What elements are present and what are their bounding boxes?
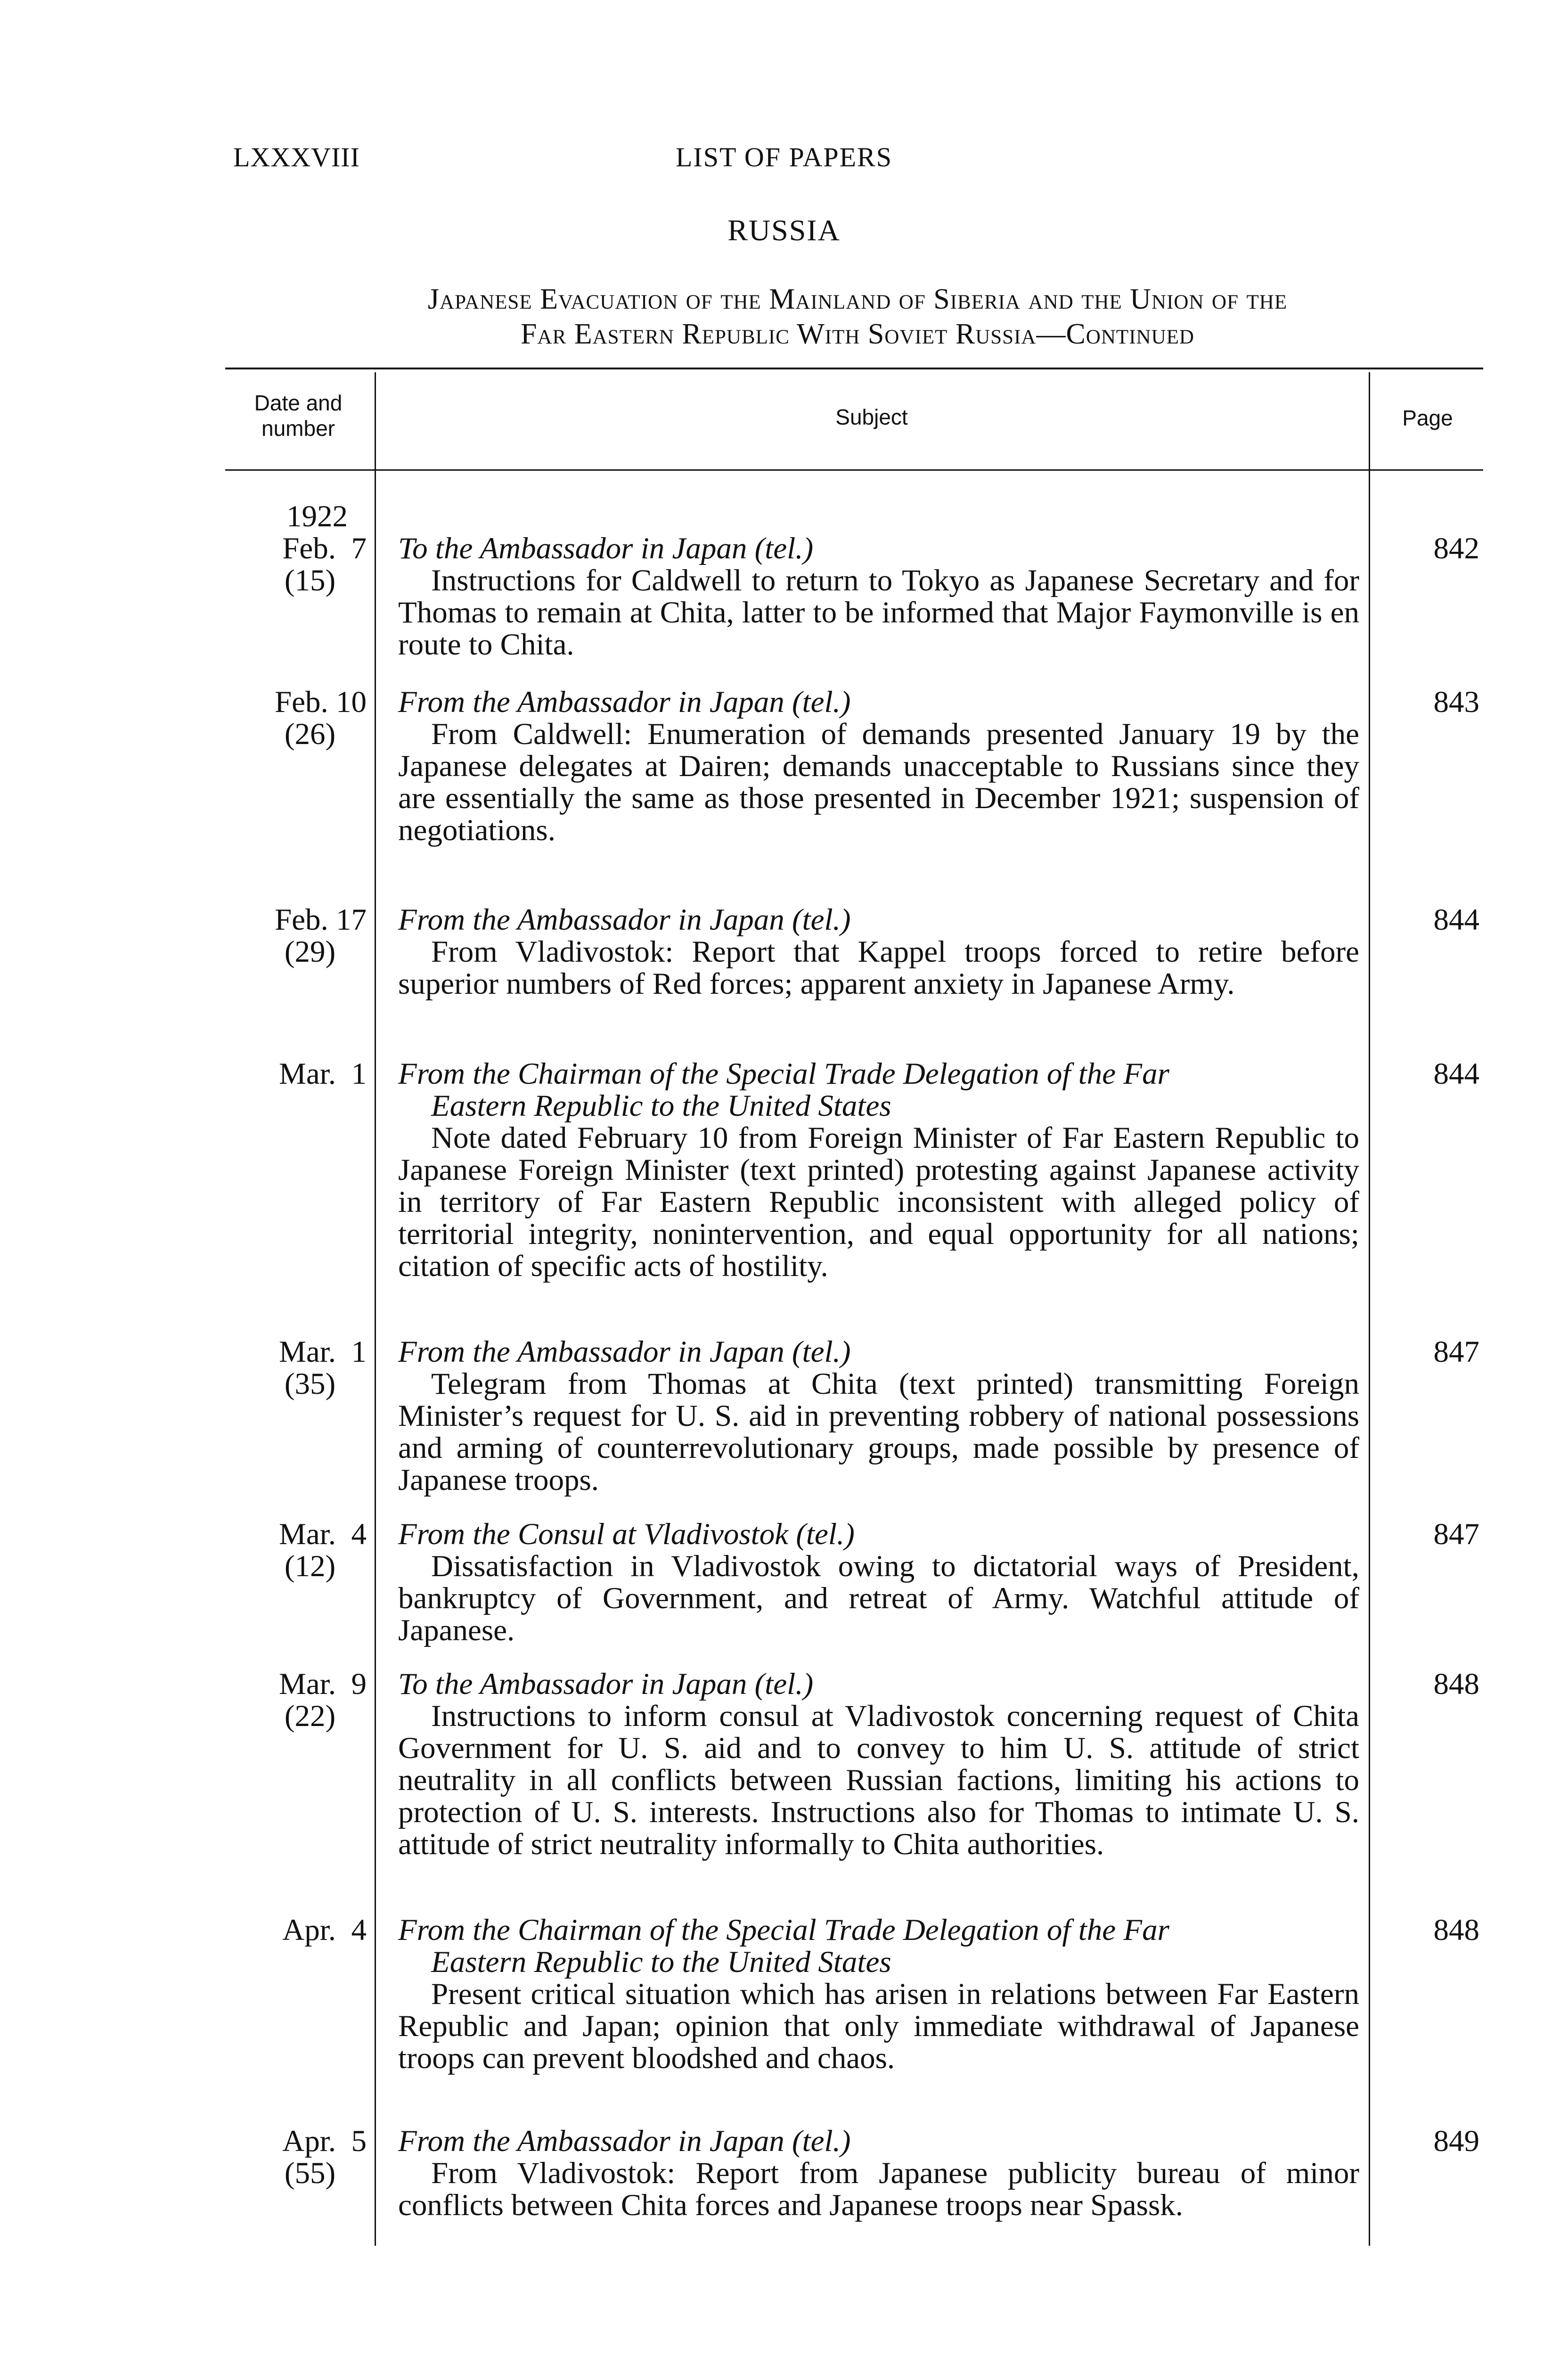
- row-addressee: [398, 1336, 1359, 1368]
- row-date: Mar. 1: [279, 1335, 367, 1369]
- row-date: Mar. 4: [279, 1517, 367, 1551]
- chapter-title-line2: Far Eastern Republic With Soviet Russia—Continued: [521, 318, 1194, 350]
- year-label: 1922: [286, 499, 348, 533]
- subject-cell: [398, 686, 1359, 846]
- addressee-line: From the Chairman of the Special Trade Delegation of the Far: [398, 1913, 1169, 1947]
- row-number: (35): [284, 1367, 336, 1401]
- row-date: Apr. 4: [282, 1913, 367, 1947]
- date-cell: [225, 1668, 367, 1732]
- addressee-line: From the Ambassador in Japan (tel.): [398, 1335, 851, 1369]
- row-summary: From Vladivostok: Report from Japanese publicity bureau of minor conflicts between Chita forces and Japanese troops near Spassk.: [398, 2156, 1359, 2222]
- column-header-subject: Subject: [835, 405, 908, 429]
- row-addressee: [398, 1058, 1359, 1122]
- chapter-title-line1: Japanese Evacuation of the Mainland of Siberia and the Union of the: [427, 283, 1288, 315]
- subject-cell: [398, 1914, 1359, 2074]
- addressee-line: To the Ambassador in Japan (tel.): [398, 532, 814, 565]
- subject-cell: [398, 904, 1359, 1000]
- row-addressee: [398, 2125, 1359, 2157]
- row-summary: Present critical situation which has arisen in relations between Far Eastern Republic and Japan; opinion that only immediate withdrawal of Japanese troops can prevent bloodshed and chaos.: [398, 1977, 1359, 2075]
- row-page: 843: [1433, 685, 1479, 719]
- row-page: 848: [1433, 1913, 1479, 1947]
- row-addressee: [398, 1518, 1359, 1550]
- row-page: 848: [1433, 1667, 1479, 1701]
- row-date: Apr. 5: [282, 2124, 367, 2158]
- date-cell: [225, 904, 367, 968]
- row-page: 844: [1433, 903, 1479, 937]
- subject-cell: [398, 532, 1359, 661]
- column-header-date-line1: Date and: [254, 391, 343, 415]
- row-date: Feb. 7: [282, 532, 367, 565]
- date-cell: [225, 1058, 367, 1090]
- row-addressee: [398, 532, 1359, 564]
- row-date: Feb. 17: [275, 903, 367, 937]
- row-number: (26): [284, 717, 336, 751]
- row-number: (55): [284, 2156, 336, 2190]
- row-summary: Instructions for Caldwell to return to Tokyo as Japanese Secretary and for Thomas to remain at Chita, latter to be informed that Major Faymonville is en route to Chita.: [398, 564, 1359, 662]
- subject-cell: [398, 2125, 1359, 2221]
- row-number: (29): [284, 935, 336, 969]
- row-summary: From Vladivostok: Report that Kappel troops forced to retire before superior numbers of Red forces; apparent anxiety in Japanese Army.: [398, 935, 1359, 1001]
- row-addressee: [398, 686, 1359, 718]
- page-folio: LXXXVIII: [233, 142, 360, 172]
- column-header-date-line2: number: [261, 416, 335, 441]
- subject-cell: [398, 1518, 1359, 1646]
- running-title: LIST OF PAPERS: [676, 142, 892, 172]
- row-page: 847: [1433, 1335, 1479, 1369]
- row-addressee: [398, 1914, 1359, 1978]
- addressee-continuation: Eastern Republic to the United States: [431, 1945, 891, 1979]
- addressee-line: From the Ambassador in Japan (tel.): [398, 2124, 851, 2158]
- row-date: Feb. 10: [275, 685, 367, 719]
- date-cell: [225, 1914, 367, 1946]
- row-date: Mar. 9: [279, 1667, 367, 1701]
- row-summary: Dissatisfaction in Vladivostok owing to dictatorial ways of President, bankruptcy of Government, and retreat of Army. Watchful attitude of Japanese.: [398, 1549, 1359, 1647]
- row-date: Mar. 1: [279, 1057, 367, 1091]
- addressee-line: From the Ambassador in Japan (tel.): [398, 685, 851, 719]
- row-page: 847: [1433, 1517, 1479, 1551]
- row-addressee: [398, 904, 1359, 936]
- row-number: (22): [284, 1699, 336, 1733]
- addressee-line: To the Ambassador in Japan (tel.): [398, 1667, 814, 1701]
- date-cell: [225, 1336, 367, 1400]
- subject-cell: [398, 1336, 1359, 1496]
- date-cell: [225, 500, 367, 597]
- addressee-continuation: Eastern Republic to the United States: [431, 1089, 891, 1123]
- row-addressee: [398, 1668, 1359, 1700]
- row-page: 849: [1433, 2124, 1479, 2158]
- row-summary: From Caldwell: Enumeration of demands presented January 19 by the Japanese delegates at Dairen; demands unacceptable to Russians since they are essentially the same as those presented in December 1921; suspension of negotiations.: [398, 717, 1359, 847]
- section-title: RUSSIA: [727, 213, 841, 247]
- subject-cell: [398, 1668, 1359, 1860]
- row-page: 844: [1433, 1057, 1479, 1091]
- addressee-line: From the Chairman of the Special Trade Delegation of the Far: [398, 1057, 1169, 1091]
- date-cell: [225, 686, 367, 750]
- row-page: 842: [1433, 532, 1479, 565]
- row-summary: Instructions to inform consul at Vladivostok concerning request of Chita Government for U. S. aid and to convey to him U. S. attitude of strict neutrality in all conflicts between Russian factions, limiting his actions to protection of U. S. interests. Instructions also for Thomas to intimate U. S. attitude of strict neutrality informally to Chita authorities.: [398, 1699, 1359, 1861]
- row-summary: Telegram from Thomas at Chita (text printed) transmitting Foreign Minister’s request for U. S. aid in preventing robbery of national possessions and arming of counterrevolutionary groups, made possible by presence of Japanese troops.: [398, 1367, 1359, 1497]
- date-cell: [225, 2125, 367, 2189]
- column-header-page: Page: [1402, 406, 1453, 430]
- row-number: (12): [284, 1549, 336, 1583]
- date-cell: [225, 1518, 367, 1582]
- subject-cell: [398, 1058, 1359, 1282]
- addressee-line: From the Ambassador in Japan (tel.): [398, 903, 851, 937]
- row-summary: Note dated February 10 from Foreign Minister of Far Eastern Republic to Japanese Foreign Minister (text printed) protesting against Japanese activity in territory of Far Eastern Republic inconsistent with alleged policy of territorial integrity, nonintervention, and equal opportunity for all nations; citation of specific acts of hostility.: [398, 1121, 1359, 1283]
- row-number: (15): [284, 564, 336, 597]
- addressee-line: From the Consul at Vladivostok (tel.): [398, 1517, 855, 1551]
